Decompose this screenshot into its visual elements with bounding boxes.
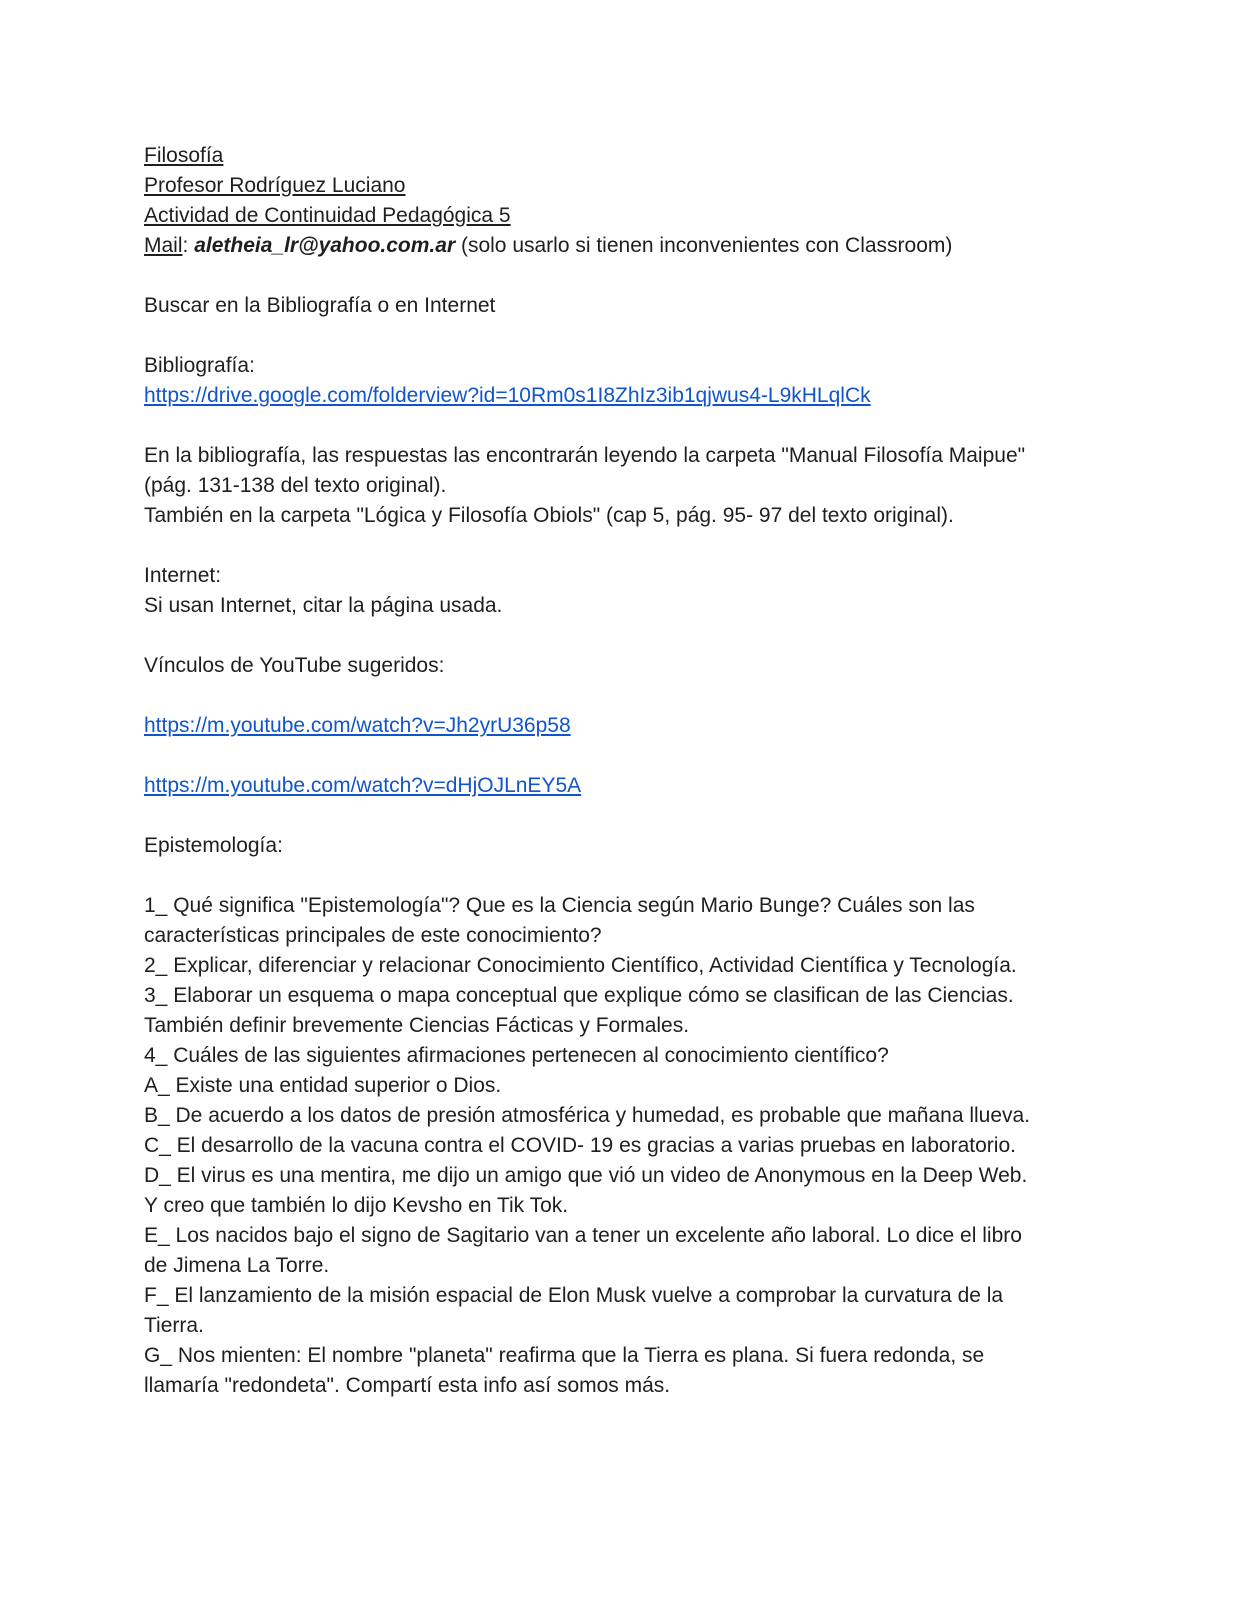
bibliography-label: Bibliografía: xyxy=(144,354,255,377)
search-instruction: Buscar en la Bibliografía o en Internet xyxy=(144,294,496,317)
bibliography-text-1: En la bibliografía, las respuestas las encontrarán leyendo la carpeta "Manual Filosofía Maipue" xyxy=(144,444,1026,467)
youtube-label: Vínculos de YouTube sugeridos: xyxy=(144,654,445,677)
activity-title: Actividad de Continuidad Pedagógica 5 xyxy=(144,204,511,227)
question-line: 4_ Cuáles de las siguientes afirmaciones pertenecen al conocimiento científico? xyxy=(144,1044,889,1067)
spacer xyxy=(144,261,1104,291)
youtube-link-1[interactable]: https://m.youtube.com/watch?v=Jh2yrU36p58 xyxy=(144,714,571,737)
internet-label: Internet: xyxy=(144,564,222,587)
internet-text: Si usan Internet, citar la página usada. xyxy=(144,594,503,617)
option-line: D_ El virus es una mentira, me dijo un amigo que vió un video de Anonymous en la Deep Web. xyxy=(144,1164,1028,1187)
spacer xyxy=(144,801,1104,831)
spacer xyxy=(144,621,1104,651)
spacer xyxy=(144,741,1104,771)
spacer xyxy=(144,411,1104,441)
bibliography-drive-link[interactable]: https://drive.google.com/folderview?id=10Rm0s1I8ZhIz3ib1qjwus4-L9kHLqlCk xyxy=(144,384,871,407)
spacer xyxy=(144,321,1104,351)
epistemology-label: Epistemología: xyxy=(144,834,283,857)
question-line: También definir brevemente Ciencias Fácticas y Formales. xyxy=(144,1014,690,1037)
option-line: Y creo que también lo dijo Kevsho en Tik Tok. xyxy=(144,1194,569,1217)
option-line: E_ Los nacidos bajo el signo de Sagitario van a tener un excelente año laboral. Lo dice el libro xyxy=(144,1224,1022,1247)
question-line: 3_ Elaborar un esquema o mapa conceptual que explique cómo se clasifican de las Ciencias. xyxy=(144,984,1014,1007)
mail-note: (solo usarlo si tienen inconvenientes con Classroom) xyxy=(460,234,953,257)
spacer xyxy=(144,861,1104,891)
option-line: C_ El desarrollo de la vacuna contra el COVID- 19 es gracias a varias pruebas en laboratorio. xyxy=(144,1134,1016,1157)
bibliography-text-2: (pág. 131-138 del texto original). xyxy=(144,474,447,497)
question-line: 2_ Explicar, diferenciar y relacionar Conocimiento Científico, Actividad Científica y Tecnología. xyxy=(144,954,1017,977)
option-line: A_ Existe una entidad superior o Dios. xyxy=(144,1074,502,1097)
mail-colon: : xyxy=(182,234,189,257)
option-line: F_ El lanzamiento de la misión espacial de Elon Musk vuelve a comprobar la curvatura de la xyxy=(144,1284,1004,1307)
option-line: G_ Nos mienten: El nombre "planeta" reafirma que la Tierra es plana. Si fuera redonda, se xyxy=(144,1344,985,1367)
question-line: características principales de este conocimiento? xyxy=(144,924,602,947)
bibliography-text-3: También en la carpeta "Lógica y Filosofía Obiols" (cap 5, pág. 95- 97 del texto original). xyxy=(144,504,954,527)
option-line: llamaría "redondeta". Compartí esta info así somos más. xyxy=(144,1374,671,1397)
document-page xyxy=(144,141,1104,1401)
mail-label: Mail xyxy=(144,234,183,257)
bibliography-link-line xyxy=(144,381,1104,411)
spacer xyxy=(144,681,1104,711)
option-line: B_ De acuerdo a los datos de presión atmosférica y humedad, es probable que mañana llueva. xyxy=(144,1104,1031,1127)
youtube-link-line-1 xyxy=(144,711,1104,741)
mail-address[interactable]: aletheia_lr@yahoo.com.ar xyxy=(194,234,456,257)
mail-line xyxy=(144,231,1104,261)
option-line: Tierra. xyxy=(144,1314,204,1337)
option-line: de Jimena La Torre. xyxy=(144,1254,330,1277)
youtube-link-2[interactable]: https://m.youtube.com/watch?v=dHjOJLnEY5A xyxy=(144,774,582,797)
teacher-name: Profesor Rodríguez Luciano xyxy=(144,174,406,197)
youtube-link-line-2 xyxy=(144,771,1104,801)
spacer xyxy=(144,531,1104,561)
subject-title: Filosofía xyxy=(144,144,224,167)
question-line: 1_ Qué significa "Epistemología"? Que es la Ciencia según Mario Bunge? Cuáles son las xyxy=(144,894,975,917)
